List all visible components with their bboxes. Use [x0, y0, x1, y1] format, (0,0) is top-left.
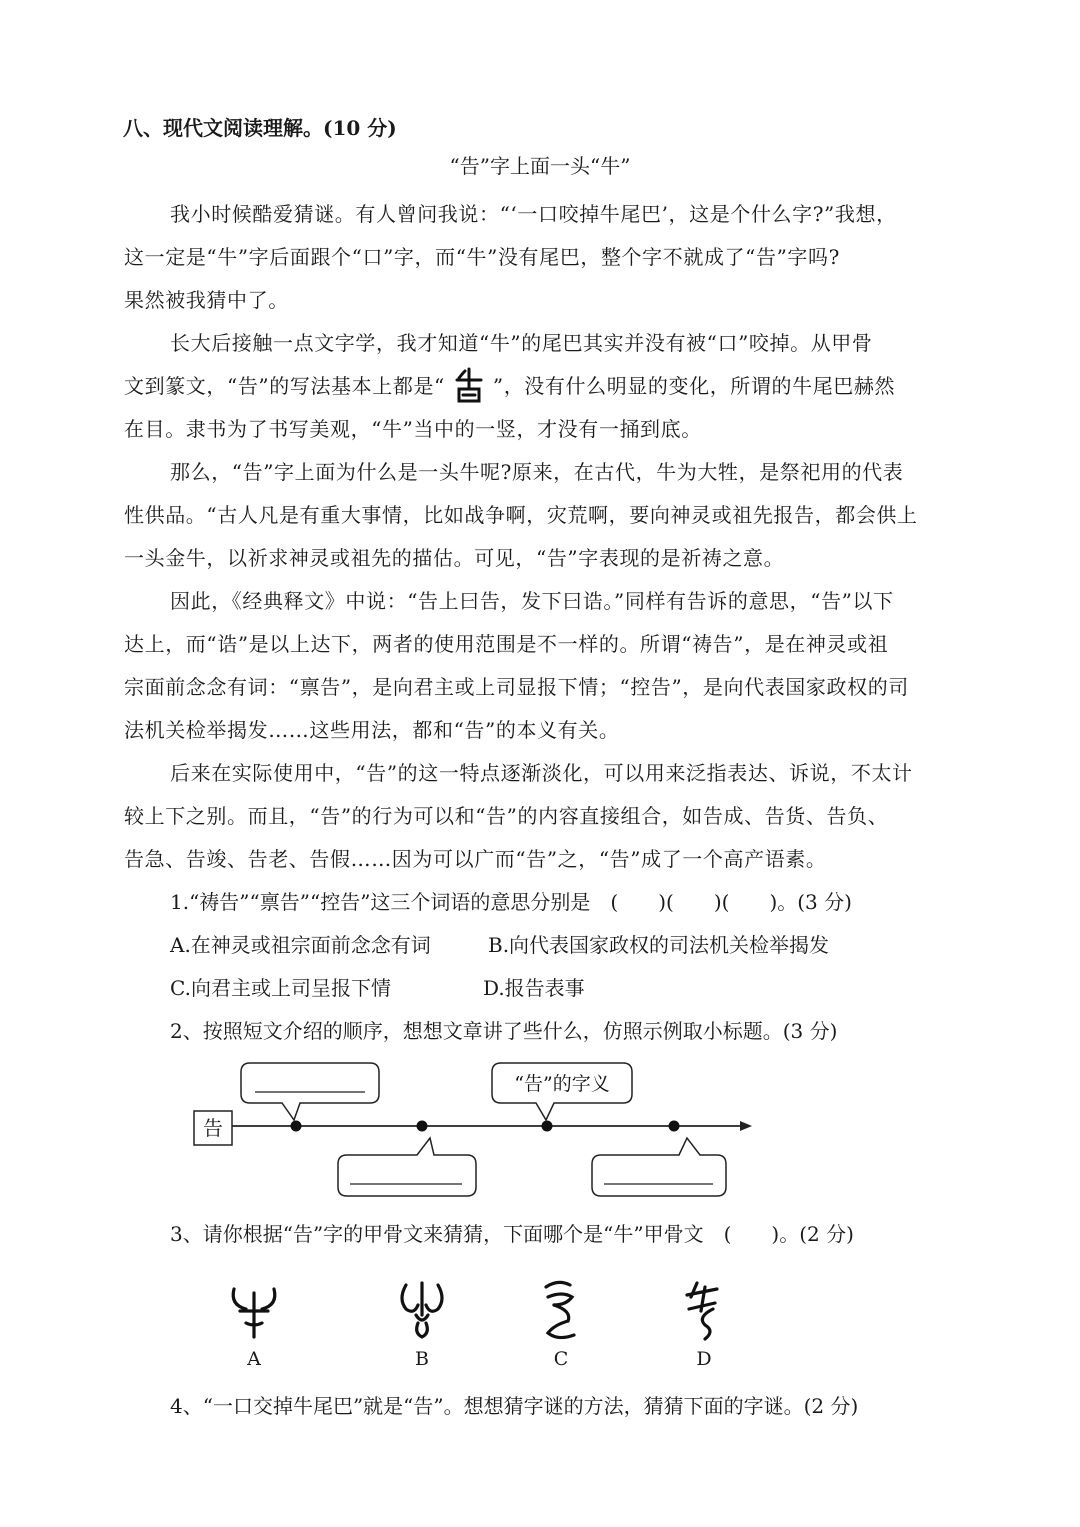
- paragraph-2-line-2: [124, 370, 895, 403]
- question-4: 4、“一口交掉牛尾巴”就是“告”。想想猜字谜的方法，猜猜下面的字谜。(2 分): [170, 1394, 859, 1418]
- example-bubble-label: “告”的字义: [514, 1073, 610, 1095]
- seal-script-gao-icon: [445, 373, 493, 403]
- question-1: 1.“祷告”“禀告”“控告”这三个词语的意思分别是 ( )( )( )。(3 分): [170, 890, 852, 914]
- paragraph-2-line-2-after: ”，没有什么明显的变化，所谓的牛尾巴赫然: [492, 374, 896, 398]
- paragraph-2-line-2-before: 文到篆文，“告”的写法基本上都是“: [124, 374, 445, 398]
- paragraph-5-line-1: 后来在实际使用中，“告”的这一特点逐渐淡化，可以用来泛指表达、诉说，不太计: [170, 761, 913, 785]
- start-box-label: 告: [203, 1116, 223, 1140]
- paragraph-3-line-1: 那么，“告”字上面为什么是一头牛呢?原来，在古代，牛为大牲，是祭祀用的代表: [170, 460, 904, 484]
- oracle-label-b: B: [415, 1348, 429, 1370]
- passage-title: “告”字上面一头“牛”: [449, 154, 631, 178]
- paragraph-4-line-1: 因此，《经典释文》中说：“告上曰告，发下曰诰。”同样有告诉的意思，“告”以下: [170, 589, 894, 613]
- timeline-dot-4: [669, 1121, 680, 1132]
- paragraph-2-line-1: 长大后接触一点文字学，我才知道“牛”的尾巴其实并没有被“口”咬掉。从甲骨: [170, 331, 873, 355]
- paragraph-4-line-2: 达上，而“诰”是以上达下，两者的使用范围是不一样的。所谓“祷告”，是在神灵或祖: [124, 632, 889, 656]
- paragraph-1-line-1: 我小时候酷爱猜谜。有人曾问我说：“‘一口咬掉牛尾巴’，这是个什么字?”我想，: [170, 202, 897, 226]
- timeline-diagram: [190, 1055, 760, 1205]
- paragraph-3-line-2: 性供品。“古人凡是有重大事情，比如战争啊，灾荒啊，要向神灵或祖先报告，都会供上: [124, 503, 918, 527]
- oracle-label-d: D: [696, 1348, 712, 1370]
- oracle-glyph-b-icon: [392, 1275, 452, 1345]
- question-1-option-d: D.报告表事: [483, 976, 585, 1000]
- paragraph-4-line-3: 宗面前念念有词：“禀告”，是向君主或上司显报下情；“控告”，是向代表国家政权的司: [124, 675, 909, 699]
- timeline-dot-3: [542, 1121, 553, 1132]
- oracle-label-c: C: [553, 1348, 569, 1370]
- oracle-label-a: A: [247, 1348, 261, 1370]
- paragraph-5-line-2: 较上下之别。而且，“告”的行为可以和“告”的内容直接组合，如告成、告货、告负、: [124, 804, 889, 828]
- oracle-glyph-a-icon: [224, 1275, 284, 1345]
- paragraph-1-line-3: 果然被我猜中了。: [124, 288, 289, 312]
- oracle-glyph-c-icon: [532, 1275, 592, 1345]
- question-3: 3、请你根据“告”字的甲骨文来猜猜，下面哪个是“牛”甲骨文 ( )。(2 分): [170, 1222, 854, 1246]
- question-1-option-c: C.向君主或上司呈报下情: [170, 976, 391, 1000]
- timeline-dot-1: [291, 1121, 302, 1132]
- section-title: 八、现代文阅读理解。(10 分): [123, 116, 397, 140]
- question-1-option-a: A.在神灵或祖宗面前念念有词: [170, 933, 431, 957]
- paragraph-3-line-3: 一头金牛，以祈求神灵或祖先的描估。可见，“告”字表现的是祈祷之意。: [124, 546, 785, 570]
- paragraph-5-line-3: 告急、告竣、告老、告假……因为可以广而“告”之，“告”成了一个高产语素。: [124, 847, 827, 871]
- timeline-dot-2: [417, 1121, 428, 1132]
- speech-bubble-2: [338, 1138, 476, 1196]
- paragraph-1-line-2: 这一定是“牛”字后面跟个“口”字，而“牛”没有尾巴，整个字不就成了“告”字吗?: [124, 245, 840, 269]
- timeline-arrowhead: [740, 1121, 752, 1131]
- timeline-svg: [190, 1055, 760, 1205]
- oracle-glyph-d-icon: [675, 1275, 735, 1345]
- question-2: 2、按照短文介绍的顺序，想想文章讲了些什么，仿照示例取小标题。(3 分): [170, 1019, 838, 1043]
- paragraph-2-line-3: 在目。隶书为了书写美观，“牛”当中的一竖，才没有一捅到底。: [124, 417, 702, 441]
- speech-bubble-4: [592, 1138, 726, 1196]
- paragraph-4-line-4: 法机关检举揭发……这些用法，都和“告”的本义有关。: [124, 718, 620, 742]
- question-1-option-b: B.向代表国家政权的司法机关检举揭发: [488, 933, 830, 957]
